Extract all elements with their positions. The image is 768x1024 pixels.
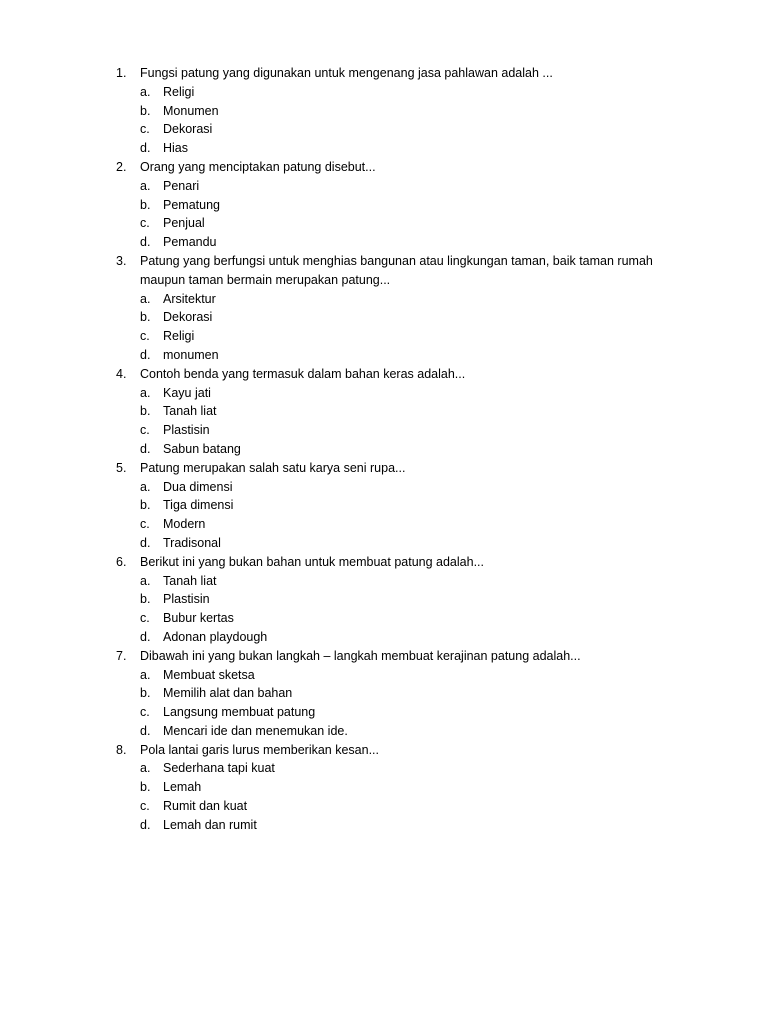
option-text: Penjual [163, 216, 205, 231]
option-letter: d. [140, 629, 151, 644]
option-text: Dekorasi [163, 122, 213, 137]
question-row [116, 365, 676, 384]
option-text: Bubur kertas [163, 611, 234, 626]
question-row [116, 252, 676, 290]
option-letter: d. [140, 347, 151, 362]
question-row [116, 459, 676, 478]
option-text: Pematung [163, 197, 220, 212]
question-6 [116, 553, 676, 647]
option-letter: b. [140, 404, 151, 419]
answer-option [140, 496, 676, 515]
answer-option [140, 684, 676, 703]
question-2 [116, 158, 676, 252]
option-letter: b. [140, 498, 151, 513]
option-text: Tiga dimensi [163, 498, 234, 513]
question-7 [116, 647, 676, 741]
question-number: 8. [116, 742, 127, 757]
option-letter: a. [140, 178, 151, 193]
option-letter: c. [140, 329, 150, 344]
option-text: Membuat sketsa [163, 667, 255, 682]
option-text: monumen [163, 347, 219, 362]
question-text: Patung merupakan salah satu karya seni rupa... [140, 460, 406, 475]
option-letter: a. [140, 291, 151, 306]
question-text: Patung yang berfungsi untuk menghias bangunan atau lingkungan taman, baik taman rumah maupun taman bermain merupakan patung... [140, 253, 653, 287]
option-text: Kayu jati [163, 385, 211, 400]
option-text: Plastisin [163, 592, 210, 607]
question-number: 5. [116, 460, 127, 475]
option-letter: b. [140, 686, 151, 701]
option-text: Modern [163, 517, 206, 532]
question-5 [116, 459, 676, 553]
answer-option [140, 402, 676, 421]
answer-option [140, 628, 676, 647]
answer-option [140, 308, 676, 327]
question-row [116, 647, 676, 666]
answer-option [140, 797, 676, 816]
option-letter: a. [140, 479, 151, 494]
answer-option [140, 139, 676, 158]
question-text: Orang yang menciptakan patung disebut... [140, 159, 376, 174]
answer-option [140, 572, 676, 591]
answer-option [140, 534, 676, 553]
question-row [116, 158, 676, 177]
answer-option [140, 778, 676, 797]
option-letter: b. [140, 310, 151, 325]
answer-option [140, 120, 676, 139]
answer-option [140, 440, 676, 459]
option-letter: b. [140, 592, 151, 607]
question-number: 2. [116, 159, 127, 174]
question-number: 1. [116, 66, 127, 80]
option-text: Religi [163, 84, 195, 99]
option-text: Rumit dan kuat [163, 799, 248, 814]
question-number: 4. [116, 366, 127, 381]
question-text: Contoh benda yang termasuk dalam bahan keras adalah... [140, 366, 466, 381]
option-text: Tanah liat [163, 404, 217, 419]
question-text: Dibawah ini yang bukan langkah – langkah membuat kerajinan patung adalah... [140, 648, 581, 663]
option-letter: c. [140, 122, 150, 137]
option-text: Hias [163, 141, 189, 156]
answer-option [140, 421, 676, 440]
option-text: Lemah [163, 780, 202, 795]
answer-option [140, 590, 676, 609]
option-text: Memilih alat dan bahan [163, 686, 293, 701]
question-row [116, 64, 676, 83]
option-letter: d. [140, 141, 151, 156]
question-8 [116, 741, 676, 835]
answer-option [140, 196, 676, 215]
option-letter: d. [140, 723, 151, 738]
option-text: Tanah liat [163, 573, 217, 588]
option-letter: c. [140, 705, 150, 720]
option-text: Tradisonal [163, 535, 221, 550]
question-3 [116, 252, 676, 365]
answer-option [140, 177, 676, 196]
question-text: Pola lantai garis lurus memberikan kesan... [140, 742, 380, 757]
option-text: Sederhana tapi kuat [163, 761, 275, 776]
option-text: Lemah dan rumit [163, 817, 257, 832]
option-letter: b. [140, 197, 151, 212]
option-letter: c. [140, 517, 150, 532]
option-text: Dua dimensi [163, 479, 233, 494]
question-number: 3. [116, 253, 127, 268]
option-text: Langsung membuat patung [163, 705, 316, 720]
question-row [116, 553, 676, 572]
option-letter: d. [140, 235, 151, 250]
option-letter: d. [140, 441, 151, 456]
option-text: Adonan playdough [163, 629, 268, 644]
option-letter: d. [140, 535, 151, 550]
answer-option [140, 346, 676, 365]
option-letter: a. [140, 385, 151, 400]
answer-option [140, 478, 676, 497]
answer-option [140, 609, 676, 628]
answer-option [140, 515, 676, 534]
option-letter: a. [140, 573, 151, 588]
question-number: 6. [116, 554, 127, 569]
option-text: Sabun batang [163, 441, 241, 456]
option-text: Penari [163, 178, 200, 193]
option-letter: d. [140, 817, 151, 832]
question-row [116, 741, 676, 760]
option-text: Dekorasi [163, 310, 213, 325]
option-letter: c. [140, 216, 150, 231]
answer-option [140, 722, 676, 741]
question-text: Fungsi patung yang digunakan untuk mengenang jasa pahlawan adalah ... [140, 66, 553, 80]
answer-option [140, 327, 676, 346]
answer-option [140, 290, 676, 309]
option-text: Monumen [163, 103, 219, 118]
option-text: Mencari ide dan menemukan ide. [163, 723, 348, 738]
option-letter: c. [140, 423, 150, 438]
option-letter: a. [140, 667, 151, 682]
answer-option [140, 384, 676, 403]
option-text: Plastisin [163, 423, 210, 438]
option-letter: c. [140, 611, 150, 626]
option-text: Arsitektur [163, 291, 216, 306]
option-text: Religi [163, 329, 195, 344]
question-list [116, 64, 676, 835]
question-text: Berikut ini yang bukan bahan untuk membuat patung adalah... [140, 554, 484, 569]
answer-option [140, 83, 676, 102]
answer-option [140, 703, 676, 722]
question-1 [116, 64, 676, 158]
option-text: Pemandu [163, 235, 217, 250]
answer-option [140, 816, 676, 835]
question-number: 7. [116, 648, 127, 663]
option-letter: c. [140, 799, 150, 814]
answer-option [140, 666, 676, 685]
question-4 [116, 365, 676, 459]
option-letter: b. [140, 103, 151, 118]
option-letter: b. [140, 780, 151, 795]
answer-option [140, 233, 676, 252]
answer-option [140, 214, 676, 233]
option-letter: a. [140, 84, 151, 99]
option-letter: a. [140, 761, 151, 776]
answer-option [140, 102, 676, 121]
answer-option [140, 759, 676, 778]
